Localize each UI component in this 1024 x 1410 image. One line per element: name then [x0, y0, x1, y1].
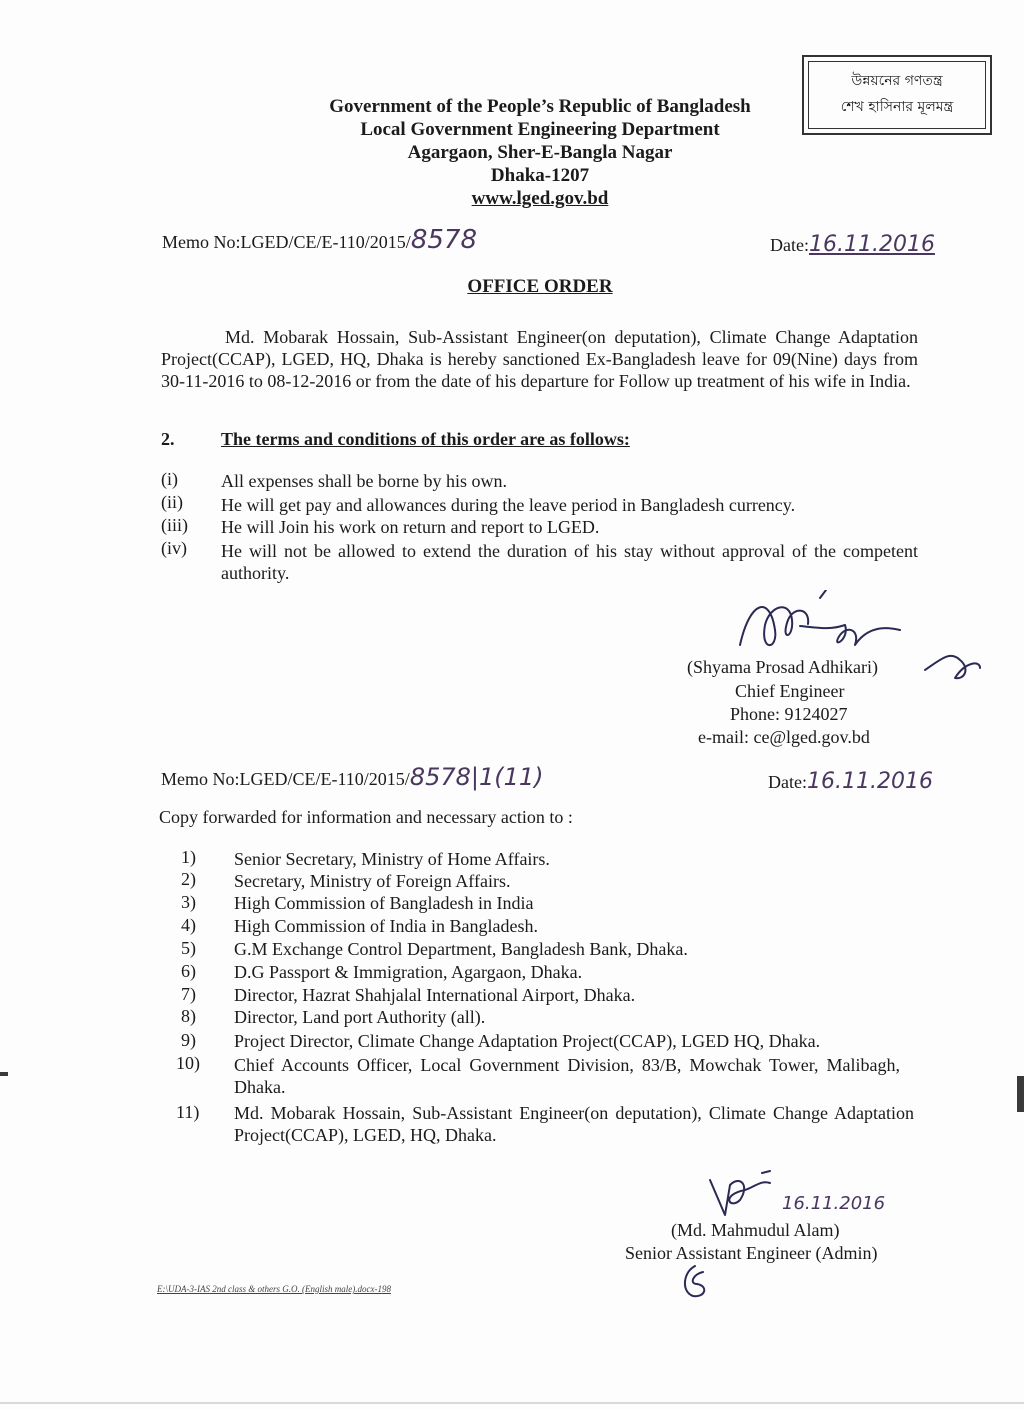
signatory-phone: Phone: 9124027: [730, 704, 848, 724]
term-number: (i): [161, 469, 178, 489]
signatory-email[interactable]: e-mail: ce@lged.gov.bd: [698, 727, 870, 747]
recipient-text: Secretary, Ministry of Foreign Affairs.: [234, 871, 511, 891]
initial-mark: [675, 1262, 715, 1302]
header-address: Agargaon, Sher-E-Bangla Nagar: [407, 142, 673, 163]
memo-number-2: [161, 763, 544, 791]
letterhead: [240, 95, 840, 210]
memo-number-1: [162, 225, 477, 255]
slogan-line-1: উন্নয়নের গণতন্ত্র: [851, 73, 943, 89]
date-label: Date:: [768, 772, 807, 792]
recipient-text: D.G Passport & Immigration, Agargaon, Dhaka.: [234, 962, 583, 982]
date-label: Date:: [770, 235, 809, 255]
recipient-number: 6): [181, 961, 196, 981]
section-heading: The terms and conditions of this order are as follows:: [221, 429, 630, 449]
recipient-text: Director, Land port Authority (all).: [234, 1007, 486, 1027]
recipient-text: Chief Accounts Officer, Local Government Division, 83/B, Mowchak Tower, Malibagh, Dhaka.: [234, 1055, 900, 1097]
recipient-number: 9): [181, 1030, 196, 1050]
recipient-text: High Commission of India in Bangladesh.: [234, 916, 538, 936]
header-city: Dhaka-1207: [490, 165, 590, 186]
recipient-text: High Commission of Bangladesh in India: [234, 893, 534, 913]
term-text: All expenses shall be borne by his own.: [221, 471, 507, 491]
recipient-text: Senior Secretary, Ministry of Home Affairs.: [234, 849, 550, 869]
recipient-number: 3): [181, 892, 196, 912]
recipient-text: Md. Mobarak Hossain, Sub-Assistant Engineer(on deputation), Climate Change Adaptation Project(CCAP), LGED, HQ, Dhaka.: [234, 1103, 914, 1145]
date-handwritten: 16.11.2016: [808, 232, 935, 257]
scan-edge-mark: [1017, 1076, 1024, 1112]
memo-date-2: [768, 771, 933, 793]
signature-date-handwritten: 16.11.2016: [782, 1193, 886, 1214]
memo-prefix: Memo No:LGED/CE/E-110/2015/: [161, 769, 410, 789]
header-department: Local Government Engineering Department: [360, 119, 720, 140]
recipient-number: 7): [181, 984, 196, 1004]
order-paragraph: Md. Mobarak Hossain, Sub-Assistant Engineer(on deputation), Climate Change Adaptation Project(CCAP), LGED, HQ, Dhaka is hereby sanctioned Ex-Bangladesh leave for 09(Nine) days from 30-11-2016 to 08-12-2016 or from the date of his departure for Follow up treatment of his wife in India.: [161, 327, 918, 391]
recipient-number: 4): [181, 915, 196, 935]
scan-edge-mark: [0, 1072, 8, 1076]
recipient-number: 11): [176, 1102, 200, 1122]
recipient-number: 5): [181, 938, 196, 958]
copy-forwarded-text: Copy forwarded for information and necessary action to :: [159, 807, 573, 827]
section-number: 2.: [161, 429, 175, 449]
term-text: He will get pay and allowances during the leave period in Bangladesh currency.: [221, 495, 796, 515]
recipient-number: 8): [181, 1006, 196, 1026]
memo-handwritten-number: 8578: [410, 225, 477, 255]
header-website[interactable]: www.lged.gov.bd: [471, 188, 609, 209]
signatory-designation: Chief Engineer: [735, 681, 845, 701]
document-title: OFFICE ORDER: [467, 276, 613, 297]
recipient-number: 1): [181, 847, 196, 867]
memo-date-1: [770, 234, 935, 256]
page-bottom-edge: [0, 1402, 1024, 1404]
footer-file-path: E:\UDA-3-IAS 2nd class & others G.O. (English male).docx-198: [157, 1284, 391, 1294]
recipient-text: Director, Hazrat Shahjalal International Airport, Dhaka.: [234, 985, 636, 1005]
term-text: He will Join his work on return and report to LGED.: [221, 517, 600, 537]
recipient-text: G.M Exchange Control Department, Bangladesh Bank, Dhaka.: [234, 939, 688, 959]
memo-handwritten-number: 8578|1(11): [409, 763, 544, 791]
recipient-text: Project Director, Climate Change Adaptation Project(CCAP), LGED HQ, Dhaka.: [234, 1031, 821, 1051]
term-text: He will not be allowed to extend the duration of his stay without approval of the competent authority.: [221, 541, 918, 583]
recipient-number: 10): [176, 1053, 200, 1073]
term-number: (iv): [161, 538, 187, 558]
senior-engineer-signature: [700, 1165, 790, 1225]
slogan-line-2: শেখ হাসিনার মূলমন্ত্র: [840, 99, 954, 115]
signatory-name: (Md. Mahmudul Alam): [671, 1220, 840, 1240]
signatory-name: (Shyama Prosad Adhikari): [687, 657, 878, 677]
term-number: (ii): [161, 492, 183, 512]
date-handwritten: 16.11.2016: [806, 769, 933, 794]
recipient-number: 2): [181, 869, 196, 889]
signatory-designation: Senior Assistant Engineer (Admin): [625, 1243, 878, 1263]
memo-prefix: Memo No:LGED/CE/E-110/2015/: [162, 232, 411, 252]
header-government: Government of the People’s Republic of Bangladesh: [329, 96, 751, 117]
term-number: (iii): [161, 515, 188, 535]
